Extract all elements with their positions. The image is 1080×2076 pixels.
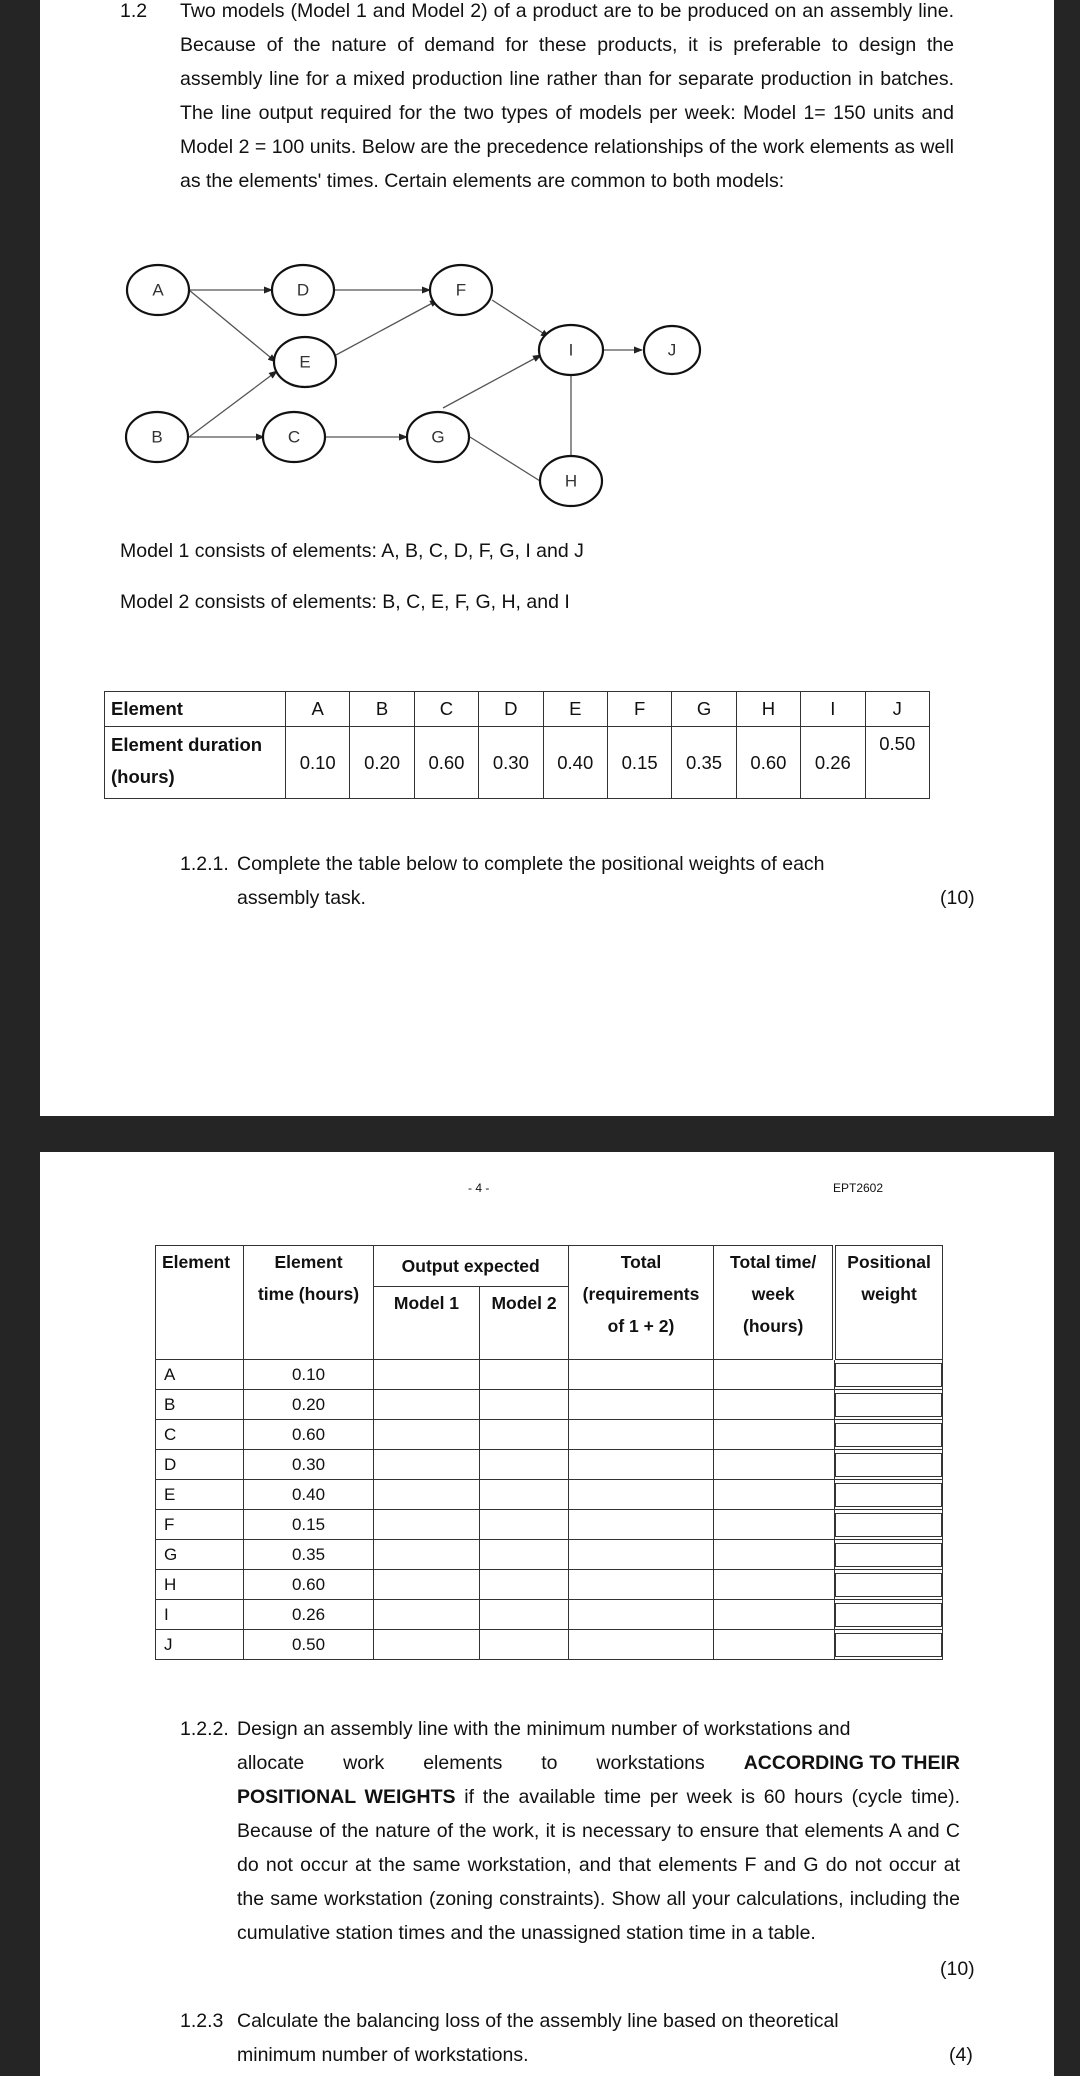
node-f-label: F [455, 280, 467, 300]
node-j-label: J [667, 340, 677, 360]
row-model2-cell [480, 1360, 568, 1390]
row-model2-cell [480, 1480, 568, 1510]
row-total-cell [568, 1420, 713, 1450]
q121-line1: Complete the table below to complete the positional weights of each [237, 853, 825, 875]
model1-line: Model 1 consists of elements: A, B, C, D, F, G, I and J [120, 540, 584, 562]
row-model1-cell [373, 1390, 480, 1420]
table-row [156, 1570, 943, 1600]
row-time: 0.40 [244, 1480, 373, 1510]
q122-rest: time). Because of the nature of the work, it is necessary to ensure that elements A and C do not occur at the same workstation, and that elements F and G do not occur at the same workstation (zoning constraints). Show all your calculations, including the cumulative station times and the unassigned station time in a table. [237, 1786, 960, 1944]
q122-bold-phrase: ACCORDING TO THEIR [743, 1752, 960, 1774]
header-positional-2: weight [861, 1284, 917, 1304]
row-total-time-cell [714, 1480, 834, 1510]
header-element-time [244, 1246, 373, 1360]
row-positional-cell [834, 1390, 942, 1420]
row-total-time-cell [714, 1540, 834, 1570]
row-total-cell [568, 1480, 713, 1510]
duration-header-f: F [607, 692, 671, 727]
row-positional-cell [834, 1570, 942, 1600]
row-element: B [156, 1390, 244, 1420]
row-model1-cell [373, 1600, 480, 1630]
header-positional-1: Positional [847, 1252, 931, 1272]
row-model1-cell [373, 1570, 480, 1600]
duration-row-label-1: Element duration [111, 734, 263, 755]
row-total-cell [568, 1360, 713, 1390]
header-total-2: (requirements [582, 1284, 700, 1304]
row-total-time-cell [714, 1630, 834, 1660]
duration-header-a: A [286, 692, 350, 727]
q122-number: 1.2.2. [180, 1718, 229, 1740]
row-element: H [156, 1570, 244, 1600]
table-row [156, 1510, 943, 1540]
row-time: 0.50 [244, 1630, 373, 1660]
q123-number: 1.2.3 [180, 2010, 224, 2032]
header-total [568, 1246, 713, 1360]
q122-word: work [343, 1752, 385, 1774]
page-2 [40, 1152, 1054, 2076]
q121-line2: assembly task. [237, 887, 366, 909]
row-element: F [156, 1510, 244, 1540]
row-element: I [156, 1600, 244, 1630]
q123-marks: (4) [949, 2044, 973, 2066]
page-number: - 4 - [468, 1181, 490, 1195]
node-c-label: C [287, 427, 301, 447]
q122-line3-rest: if the available time per week is 60 hours (cycle [464, 1786, 903, 1808]
edge-g-h [470, 437, 548, 486]
q122-marks: (10) [940, 1958, 975, 1980]
node-d-label: D [296, 280, 310, 300]
row-model2-cell [480, 1510, 568, 1540]
row-model1-cell [373, 1510, 480, 1540]
row-model2-cell [480, 1630, 568, 1660]
row-total-cell [568, 1540, 713, 1570]
duration-row-label [105, 727, 286, 799]
row-positional-cell [834, 1600, 942, 1630]
header-total-time-2: week [751, 1284, 795, 1304]
header-element-time-2: time (hours) [257, 1284, 360, 1304]
node-e-label: E [299, 352, 311, 372]
header-model1: Model 1 [373, 1287, 480, 1360]
header-total-time-3: (hours) [743, 1316, 804, 1336]
row-model1-cell [373, 1630, 480, 1660]
page-1 [40, 0, 1054, 1116]
header-total-time [714, 1246, 834, 1360]
row-total-cell [568, 1600, 713, 1630]
positional-weights-table [155, 1245, 943, 1660]
q122-line2 [237, 1746, 960, 1780]
header-element: Element [156, 1246, 244, 1360]
duration-c: 0.60 [414, 727, 478, 799]
duration-j: 0.50 [865, 727, 929, 799]
duration-header-h: H [736, 692, 800, 727]
duration-e: 0.40 [543, 727, 607, 799]
node-a-label: A [152, 280, 164, 300]
row-model2-cell [480, 1450, 568, 1480]
q122-line1: Design an assembly line with the minimum number of workstations and [237, 1718, 851, 1740]
row-element: D [156, 1450, 244, 1480]
row-model1-cell [373, 1480, 480, 1510]
table-row [156, 1360, 943, 1390]
duration-table [104, 691, 930, 799]
edge-e-f [336, 300, 438, 355]
duration-header-c: C [414, 692, 478, 727]
edge-g-i [443, 355, 541, 408]
node-g-label: G [431, 427, 445, 447]
row-model2-cell [480, 1390, 568, 1420]
header-positional-weight [834, 1246, 942, 1360]
row-positional-cell [834, 1540, 942, 1570]
model2-line: Model 2 consists of elements: B, C, E, F, G, H, and I [120, 591, 570, 613]
node-i-label: I [568, 340, 574, 360]
q122-word: allocate [237, 1752, 305, 1774]
duration-d: 0.30 [479, 727, 543, 799]
row-total-cell [568, 1630, 713, 1660]
row-total-time-cell [714, 1570, 834, 1600]
node-h-label: H [564, 471, 578, 491]
row-positional-cell [834, 1450, 942, 1480]
row-total-time-cell [714, 1600, 834, 1630]
row-total-time-cell [714, 1420, 834, 1450]
row-element: C [156, 1420, 244, 1450]
duration-f: 0.15 [607, 727, 671, 799]
row-model1-cell [373, 1450, 480, 1480]
edge-b-e [189, 371, 277, 437]
row-model1-cell [373, 1420, 480, 1450]
duration-header-b: B [350, 692, 414, 727]
row-time: 0.10 [244, 1360, 373, 1390]
row-positional-cell [834, 1480, 942, 1510]
q122-line3-and-rest [237, 1780, 960, 1950]
row-model1-cell [373, 1540, 480, 1570]
duration-h: 0.60 [736, 727, 800, 799]
row-model1-cell [373, 1360, 480, 1390]
duration-header-d: D [479, 692, 543, 727]
edge-f-i [492, 300, 549, 337]
precedence-diagram [40, 250, 780, 520]
table-row [156, 1450, 943, 1480]
row-model2-cell [480, 1540, 568, 1570]
row-total-cell [568, 1450, 713, 1480]
header-model2: Model 2 [480, 1287, 568, 1360]
row-time: 0.60 [244, 1570, 373, 1600]
question-paragraph: Two models (Model 1 and Model 2) of a product are to be produced on an assembly line. Because of the nature of demand for these products, it is preferable to design the assembly line for a mixed production line rather than for separate production in batches. The line output required for the two types of models per week: Model 1= 150 units and Model 2 = 100 units. Below are the precedence relationships of the work elements as well as the elements' times. Certain elements are common to both models: [180, 0, 954, 192]
row-time: 0.60 [244, 1420, 373, 1450]
q123-line1: Calculate the balancing loss of the assembly line based on theoretical [237, 2010, 839, 2032]
duration-header-j: J [865, 692, 929, 727]
q121-number: 1.2.1. [180, 853, 229, 875]
row-element: G [156, 1540, 244, 1570]
row-time: 0.15 [244, 1510, 373, 1540]
course-code: EPT2602 [833, 1181, 884, 1195]
q122-bold-phrase-2: POSITIONAL WEIGHTS [237, 1786, 456, 1808]
row-time: 0.26 [244, 1600, 373, 1630]
row-model2-cell [480, 1600, 568, 1630]
row-time: 0.35 [244, 1540, 373, 1570]
row-total-cell [568, 1570, 713, 1600]
row-time: 0.30 [244, 1450, 373, 1480]
duration-header-i: I [801, 692, 865, 727]
duration-header-e: E [543, 692, 607, 727]
table-row [156, 1540, 943, 1570]
table-row [156, 1630, 943, 1660]
row-positional-cell [834, 1360, 942, 1390]
header-element-time-1: Element [274, 1252, 343, 1272]
node-b-label: B [151, 427, 163, 447]
q122-word: to [541, 1752, 558, 1774]
row-total-time-cell [714, 1390, 834, 1420]
question-number: 1.2 [120, 0, 148, 22]
duration-row-label-2: (hours) [111, 766, 175, 787]
duration-b: 0.20 [350, 727, 414, 799]
row-total-time-cell [714, 1510, 834, 1540]
q122-word: workstations [596, 1752, 705, 1774]
q121-marks: (10) [940, 887, 975, 909]
header-output-expected: Output expected [373, 1246, 568, 1287]
row-time: 0.20 [244, 1390, 373, 1420]
row-element: J [156, 1630, 244, 1660]
row-total-cell [568, 1510, 713, 1540]
q122-word: elements [423, 1752, 503, 1774]
edge-a-e [189, 290, 276, 362]
header-total-time-1: Total time/ [730, 1252, 817, 1272]
duration-g: 0.35 [672, 727, 736, 799]
row-model2-cell [480, 1570, 568, 1600]
duration-header-g: G [672, 692, 736, 727]
row-element: A [156, 1360, 244, 1390]
table-row [156, 1600, 943, 1630]
row-positional-cell [834, 1510, 942, 1540]
header-total-3: of 1 + 2) [607, 1316, 675, 1336]
table-row [156, 1420, 943, 1450]
header-total-1: Total [620, 1252, 662, 1272]
duration-header-label: Element [105, 692, 286, 727]
row-model2-cell [480, 1420, 568, 1450]
row-total-time-cell [714, 1450, 834, 1480]
duration-i: 0.26 [801, 727, 865, 799]
q123-line2: minimum number of workstations. [237, 2044, 529, 2066]
row-element: E [156, 1480, 244, 1510]
row-total-time-cell [714, 1360, 834, 1390]
row-positional-cell [834, 1420, 942, 1450]
row-positional-cell [834, 1630, 942, 1660]
table-row [156, 1390, 943, 1420]
table-row [156, 1480, 943, 1510]
row-total-cell [568, 1390, 713, 1420]
q122-text [237, 1712, 960, 1950]
duration-a: 0.10 [286, 727, 350, 799]
